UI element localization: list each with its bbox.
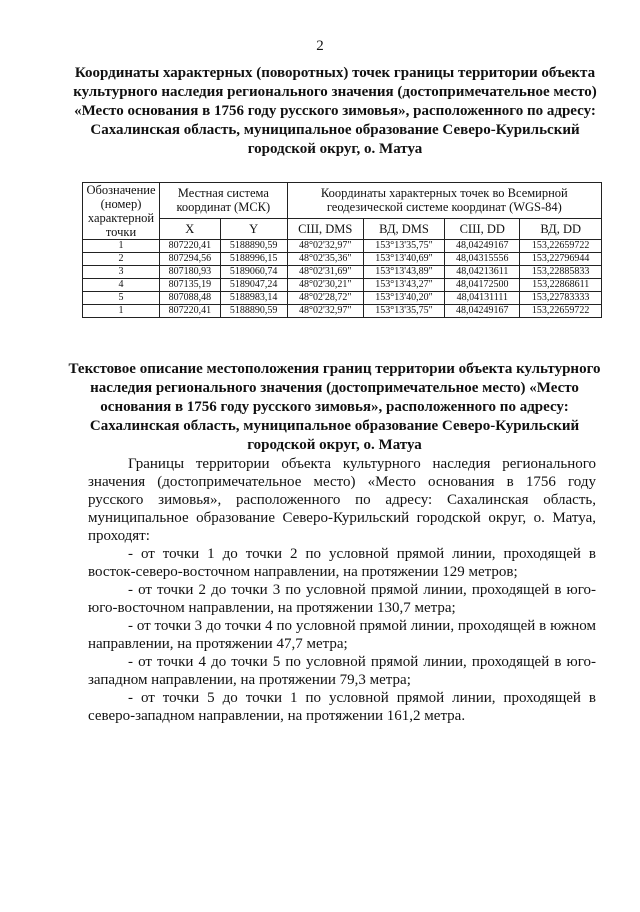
table-row — [83, 279, 602, 292]
table-cell: 3 — [83, 266, 160, 279]
table-cell: 1 — [83, 305, 160, 318]
table-cell: 48°02'30,21" — [287, 279, 363, 292]
boundary-segment-paragraph: - от точки 5 до точки 1 по условной прямой линии, проходящей в северо-западном направлении, на протяжении 161,2 метра. — [88, 690, 596, 724]
table-cell: 5188996,15 — [220, 253, 287, 266]
table-cell: 48°02'32,97" — [287, 240, 363, 253]
header-lat-dms: СШ, DMS — [287, 218, 363, 239]
table-cell: 807135,19 — [160, 279, 221, 292]
header-y: Y — [220, 218, 287, 239]
description-title: Текстовое описание местоположения границ территории объекта культурного наследия регионального значения (достопримечательное место) «Место основания в 1756 году русского зимовья», расположенного по адресу: Сахалинская область, муниципальное образование Северо-Курильский городской округ, о. Матуа — [68, 361, 601, 453]
header-lon-dd: ВД, DD — [520, 218, 602, 239]
table-cell: 1 — [83, 240, 160, 253]
table-cell: 48°02'28,72" — [287, 292, 363, 305]
table-cell: 5189060,74 — [220, 266, 287, 279]
table-cell: 48,04172500 — [445, 279, 520, 292]
boundary-segment-paragraph: - от точки 1 до точки 2 по условной прямой линии, проходящей в восток-северо-восточном направлении, на протяжении 129 метров; — [88, 546, 596, 580]
table-cell: 153,22659722 — [520, 305, 602, 318]
table-cell: 5188983,14 — [220, 292, 287, 305]
table-cell: 4 — [83, 279, 160, 292]
table-cell: 153,22796944 — [520, 253, 602, 266]
table-cell: 153°13'43,89" — [363, 266, 444, 279]
table-cell: 807180,93 — [160, 266, 221, 279]
table-cell: 48°02'32,97" — [287, 305, 363, 318]
table-cell: 5 — [83, 292, 160, 305]
table-row — [83, 266, 602, 279]
table-cell: 807220,41 — [160, 305, 221, 318]
page-number: 2 — [316, 38, 324, 54]
table-cell: 48°02'35,36" — [287, 253, 363, 266]
table-cell: 153°13'35,75" — [363, 240, 444, 253]
table-cell: 5189047,24 — [220, 279, 287, 292]
table-row — [83, 253, 602, 266]
table-cell: 5188890,59 — [220, 240, 287, 253]
header-x: X — [160, 218, 221, 239]
header-lat-dd: СШ, DD — [445, 218, 520, 239]
table-cell: 153°13'40,69" — [363, 253, 444, 266]
table-row — [83, 305, 602, 318]
boundary-segment-paragraph: - от точки 2 до точки 3 по условной прямой линии, проходящей в юго-юго-восточном направлении, на протяжении 130,7 метра; — [88, 582, 596, 616]
header-wgs: Координаты характерных точек во Всемирной геодезической системе координат (WGS-84) — [287, 183, 601, 219]
table-cell: 48°02'31,69" — [287, 266, 363, 279]
boundary-segment-paragraph: - от точки 3 до точки 4 по условной прямой линии, проходящей в южном направлении, на протяжении 47,7 метра; — [88, 618, 596, 652]
table-cell: 153,22783333 — [520, 292, 602, 305]
header-lon-dms: ВД, DMS — [363, 218, 444, 239]
table-cell: 153,22885833 — [520, 266, 602, 279]
table-cell: 2 — [83, 253, 160, 266]
intro-paragraph: Границы территории объекта культурного наследия регионального значения (достопримечательное место) «Место основания в 1756 году русского зимовья», расположенного по адресу: Сахалинская область, муниципальное образование Северо-Курильский городской округ, о. Матуа, проходят: — [88, 456, 596, 544]
table-cell: 48,04249167 — [445, 305, 520, 318]
header-local-system: Местная система координат (МСК) — [160, 183, 288, 219]
table-cell: 807088,48 — [160, 292, 221, 305]
table-row — [83, 292, 602, 305]
table-cell: 153°13'40,20" — [363, 292, 444, 305]
coordinates-title: Координаты характерных (поворотных) точек границы территории объекта культурного наследия регионального значения (достопримечательное место) «Место основания в 1756 году русского зимовья», расположенного по адресу: Сахалинская область, муниципальное образование Северо-Курильский городской округ, о. Матуа — [73, 65, 597, 157]
table-cell: 5188890,59 — [220, 305, 287, 318]
table-cell: 48,04131111 — [445, 292, 520, 305]
boundary-segment-paragraph: - от точки 4 до точки 5 по условной прямой линии, проходящей в юго-западном направлении, на протяжении 79,3 метра; — [88, 654, 596, 688]
description-text — [88, 455, 596, 725]
table-row — [83, 240, 602, 253]
table-cell: 153°13'43,27" — [363, 279, 444, 292]
coordinates-table — [82, 182, 602, 318]
table-cell: 807220,41 — [160, 240, 221, 253]
table-cell: 807294,56 — [160, 253, 221, 266]
table-cell: 48,04315556 — [445, 253, 520, 266]
table-cell: 48,04249167 — [445, 240, 520, 253]
coordinates-table-body — [83, 240, 602, 318]
table-cell: 153,22868611 — [520, 279, 602, 292]
table-cell: 153°13'35,75" — [363, 305, 444, 318]
header-point: Обозначение (номер) характерной точки — [83, 183, 160, 240]
table-cell: 153,22659722 — [520, 240, 602, 253]
table-cell: 48,04213611 — [445, 266, 520, 279]
